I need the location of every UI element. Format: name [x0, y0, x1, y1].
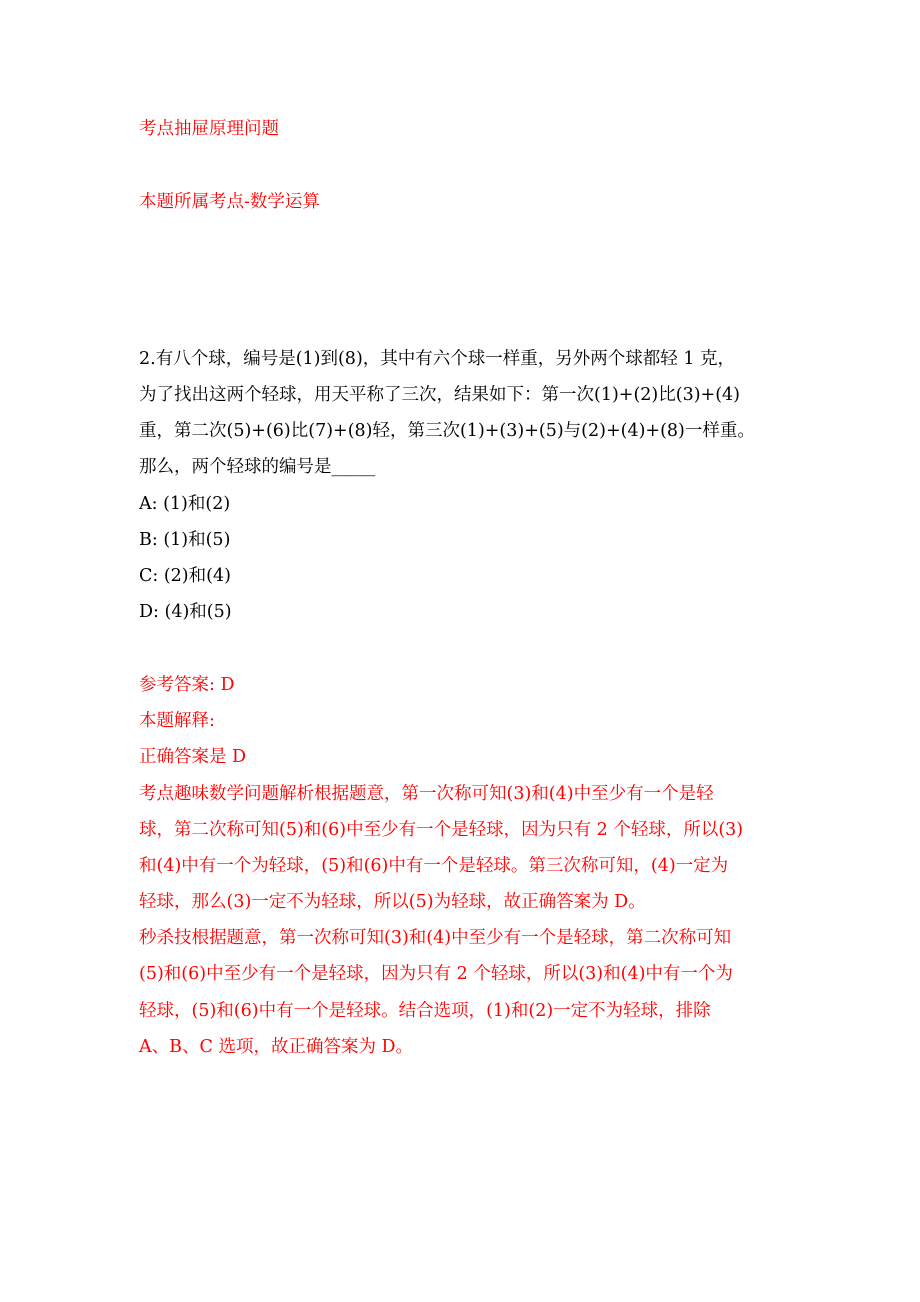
- trick-line: A、B、C 选项，故正确答案为 D。: [139, 1037, 414, 1057]
- option-d: D: (4)和(5): [139, 602, 232, 622]
- question-line: 那么，两个轻球的编号是_____: [139, 457, 376, 477]
- analysis-line: 和(4)中有一个为轻球，(5)和(6)中有一个是轻球。第三次称可知，(4)一定为: [139, 856, 729, 876]
- option-c: C: (2)和(4): [139, 566, 231, 586]
- topic-note: 考点抽屉原理问题: [139, 119, 279, 139]
- option-a: A: (1)和(2): [139, 494, 231, 514]
- question-line: 重，第二次(5)+(6)比(7)+(8)轻，第三次(1)+(3)+(5)与(2)+(4)+(8)一样重。: [139, 421, 755, 441]
- question-line: 为了找出这两个轻球，用天平称了三次，结果如下：第一次(1)+(2)比(3)+(4): [139, 385, 740, 405]
- question-line: 2.有八个球，编号是(1)到(8)，其中有六个球一样重，另外两个球都轻 1 克，: [139, 349, 736, 369]
- analysis-line: 考点趣味数学问题解析根据题意，第一次称可知(3)和(4)中至少有一个是轻: [139, 784, 714, 804]
- option-b: B: (1)和(5): [139, 530, 231, 550]
- category-note: 本题所属考点-数学运算: [139, 192, 320, 212]
- trick-line: 秒杀技根据题意，第一次称可知(3)和(4)中至少有一个是轻球，第二次称可知: [139, 928, 732, 948]
- analysis-line: 球，第二次称可知(5)和(6)中至少有一个是轻球，因为只有 2 个轻球，所以(3): [139, 820, 744, 840]
- trick-line: (5)和(6)中至少有一个是轻球，因为只有 2 个轻球，所以(3)和(4)中有一个为: [139, 964, 733, 984]
- correct-answer: 正确答案是 D: [139, 747, 247, 767]
- explanation-label: 本题解释:: [139, 711, 215, 731]
- analysis-line: 轻球，那么(3)一定不为轻球，所以(5)为轻球，故正确答案为 D。: [139, 892, 646, 912]
- reference-answer: 参考答案: D: [139, 675, 235, 695]
- trick-line: 轻球，(5)和(6)中有一个是轻球。结合选项，(1)和(2)一定不为轻球，排除: [139, 1001, 711, 1021]
